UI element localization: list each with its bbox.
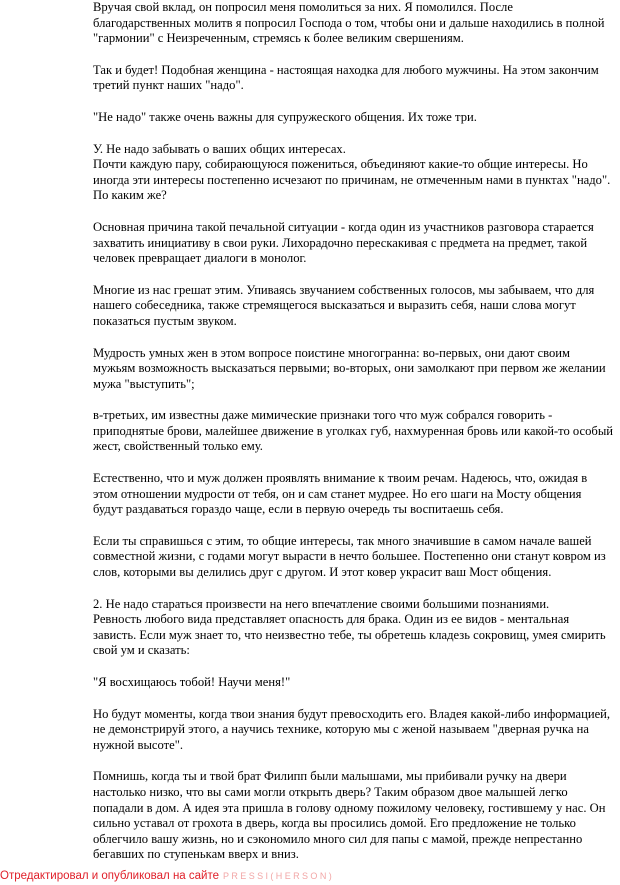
paragraph-4: У. Не надо забывать о ваших общих интересах. Почти каждую пару, собирающуюся пожениться, объединяют какие-то общие интересы. Но иногда эти интересы постепенно исчезают по причинам, не отмеченным нами в пунктах "надо". По каким же? [93,141,611,203]
paragraph-14: Помнишь, когда ты и твой брат Филипп были малышами, мы прибивали ручку на двери настолько низко, что вы сами могли открыть дверь? Таким образом двое малышей легко попадали в дом. А идея эта пришла в голову одному пожилому человеку, гостившему у нас. Он сильно уставал от грохота в дверь, когда вы просились домой. Его предложение не только облегчило вашу жизнь, но и сэкономило много сил для папы с мамой, прежде непрестанно бегавших по ступенькам вверх и вниз. [93,769,606,862]
paragraph-1: Вручая свой вклад, он попросил меня помолиться за них. Я помолился. После благодарственных молитв я попросил Господа о том, чтобы они и дальше находились в полной "гармонии" с Неизреченным, стремясь к более великим свершениям. [93,0,605,46]
paragraph-13: Но будут моменты, когда твои знания будут превосходить его. Владея какой-либо информацией, не демонстрируй этого, а научись технике, которую мы с женой называем "дверная ручка на нужной высоте". [93,706,611,752]
paragraph-12: "Я восхищаюсь тобой! Научи меня!" [93,675,291,689]
paragraph-5: Основная причина такой печальной ситуации - когда один из участников разговора старается захватить инициативу в свои руки. Лихорадочно перескакивая с предмета на предмет, такой человек превращает диалоги в монолог. [93,219,594,266]
paragraph-7: Мудрость умных жен в этом вопросе поистине многогранна: во-первых, они дают своим мужьям возможность высказаться первыми; во-вторых, они замолкают при первом же желании мужа "выступить"; [93,345,606,391]
footer-text: Отредактировал и опубликовал на сайте [0,870,219,882]
paragraph-2: Так и будет! Подобная женщина - настоящая находка для любого мужчины. На этом закончим третий пункт наших "надо". [93,62,599,93]
paragraph-6: Многие из нас грешат этим. Упиваясь звучанием собственных голосов, мы забываем, что для нашего собеседника, также стремящегося высказаться и выразить себя, наши слова могут показаться пустым звуком. [93,282,595,328]
paragraph-8: в-третьих, им известны даже мимические признаки того что муж собрался говорить - приподнятые брови, малейшее движение в уголках губ, нахмуренная бровь или какой-то особый жест, свойственный только ему. [93,408,614,454]
site-logo[interactable]: PRESSI(HERSON) [223,871,335,881]
paragraph-11: 2. Не надо стараться произвести на него впечатление своими большими познаниями. Ревность любого вида представляет опасность для брака. Один из ее видов - ментальная зависть. Если муж знает то, что неизвестно тебе, ты обретешь кладезь сокровищ, умея смирить свой ум и сказать: [93,596,606,658]
footer-credit [0,868,620,885]
paragraph-10: Если ты справишься с этим, то общие интересы, так много значившие в самом начале вашей совместной жизни, с годами могут вырасти в нечто большее. Постепенно они станут ковром из слов, которыми вы делились друг с другом. И этот ковер украсит ваш Мост общения. [93,533,606,580]
paragraph-9: Естественно, что и муж должен проявлять внимание к твоим речам. Надеюсь, что, ожидая в этом отношении мудрости от тебя, он и сам станет мудрее. Но его шаги на Мосту общения будут раздаваться гораздо чаще, если в первую очередь ты воспитаешь себя. [93,471,588,517]
document-body [93,0,613,879]
paragraph-3: "Не надо" также очень важны для супружеского общения. Их тоже три. [93,109,477,124]
